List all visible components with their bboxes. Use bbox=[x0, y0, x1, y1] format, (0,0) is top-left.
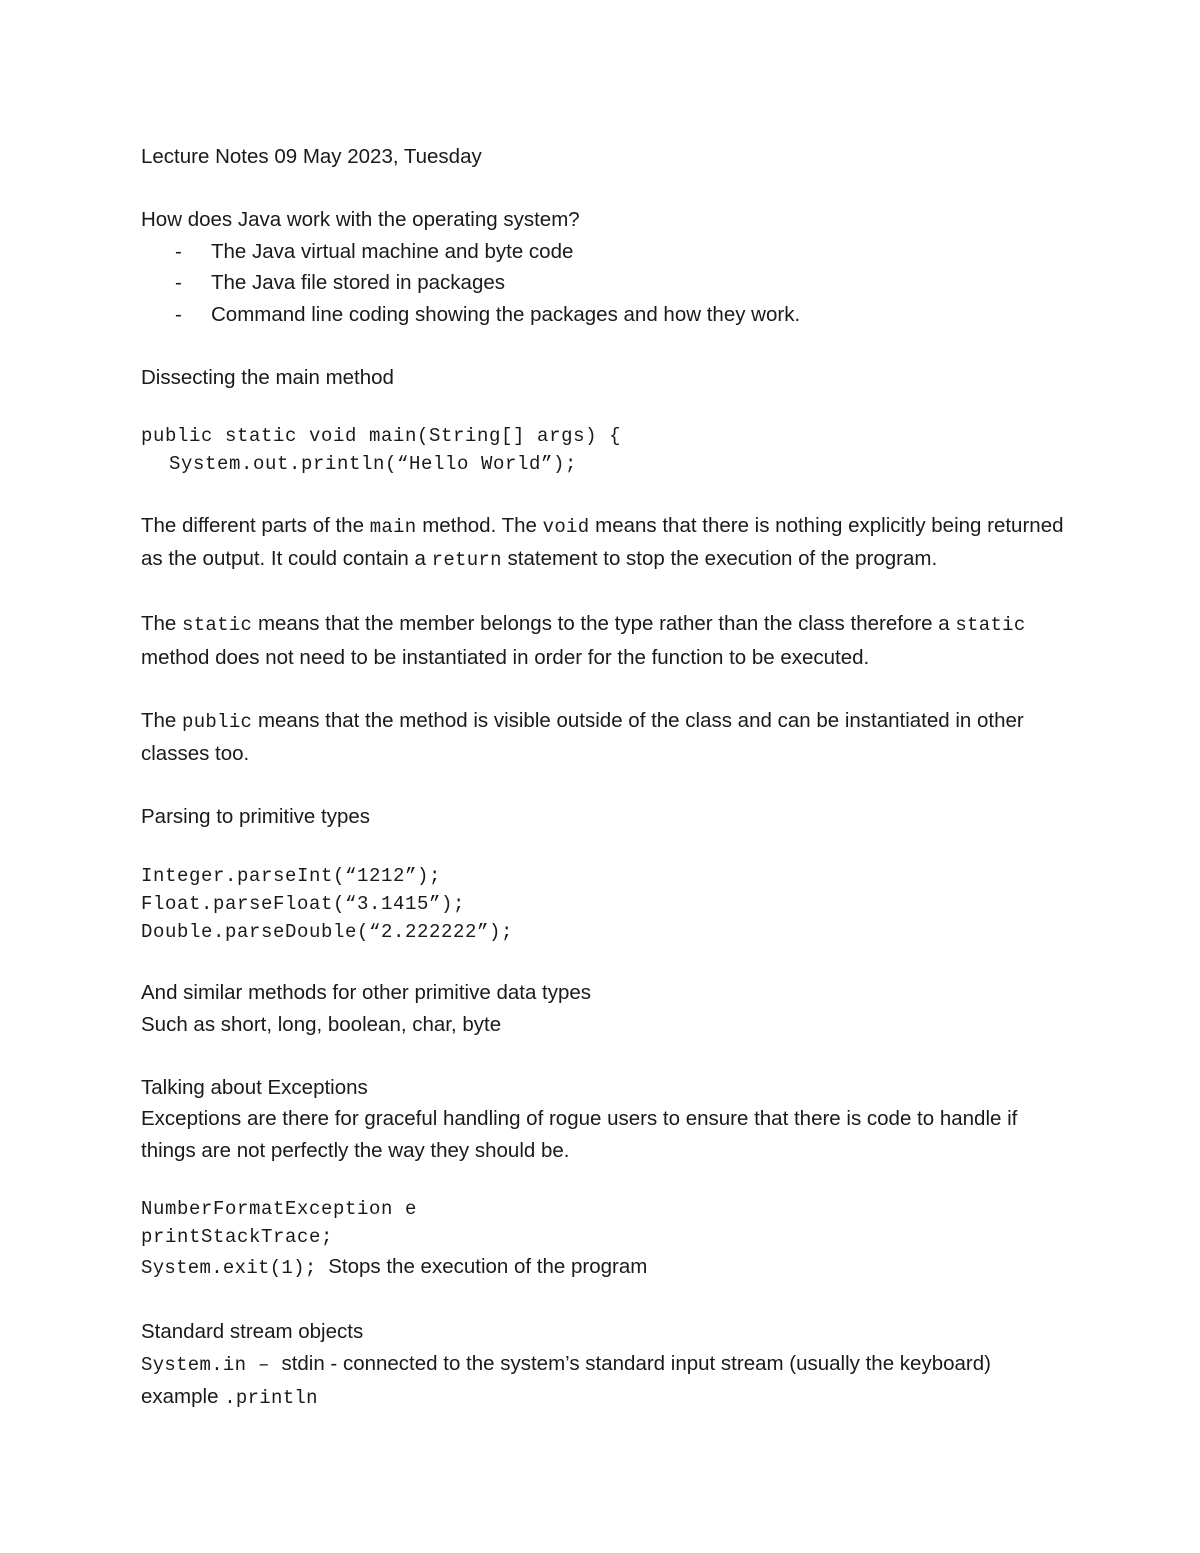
parsing-heading: Parsing to primitive types bbox=[141, 805, 371, 828]
list-item bbox=[141, 236, 1071, 268]
text-run: means that the member belongs to the type rather than the class therefore a bbox=[252, 612, 956, 635]
text-run: The different parts of the bbox=[141, 513, 370, 537]
example-line bbox=[141, 1381, 1071, 1415]
java-os-question: How does Java work with the operating system? bbox=[141, 208, 580, 231]
bullet-dash: - bbox=[175, 239, 182, 263]
code-line: NumberFormatException e bbox=[141, 1198, 418, 1220]
page-title: Lecture Notes 09 May 2023, Tuesday bbox=[141, 145, 482, 168]
inline-code-static: static bbox=[955, 614, 1026, 636]
stdin-line bbox=[141, 1348, 1071, 1382]
code-line: public static void main(String[] args) { bbox=[141, 425, 622, 447]
text-run: The bbox=[141, 708, 183, 732]
inline-code-static: static bbox=[182, 614, 253, 636]
code-line: Integer.parseInt(“1212”); bbox=[141, 864, 442, 887]
exit-line bbox=[141, 1251, 1071, 1285]
java-os-bullet-list bbox=[141, 236, 1071, 331]
code-line: Float.parseFloat(“3.1415”); bbox=[141, 892, 466, 915]
stdin-text: stdin - connected to the system’s standard input stream (usually the keyboard) bbox=[281, 1351, 991, 1375]
streams-heading: Standard stream objects bbox=[141, 1320, 364, 1343]
text-run: means that there is nothing explicitly being returned as the output. It could contain a bbox=[141, 513, 1064, 570]
code-line: Double.parseDouble(“2.222222”); bbox=[141, 920, 514, 943]
inline-code-main: main bbox=[369, 515, 417, 538]
main-method-paragraph bbox=[141, 510, 1071, 577]
exceptions-heading: Talking about Exceptions bbox=[141, 1075, 368, 1099]
text-run: The bbox=[141, 612, 183, 635]
inline-code-println: .println bbox=[224, 1387, 318, 1409]
code-line: System.out.println(“Hello World”); bbox=[169, 453, 578, 475]
bullet-dash: - bbox=[175, 302, 182, 326]
list-item-text: The Java file stored in packages bbox=[211, 271, 505, 294]
text-run: method does not need to be instantiated in order for the function to be executed. bbox=[141, 645, 870, 669]
code-line: printStackTrace; bbox=[141, 1226, 334, 1248]
similar-methods-heading: And similar methods for other primitive data types bbox=[141, 981, 592, 1004]
public-paragraph bbox=[141, 705, 1071, 770]
text-run: method. The bbox=[416, 513, 543, 537]
lecture-notes-body bbox=[141, 141, 1071, 1415]
inline-code-return: return bbox=[431, 549, 502, 571]
list-item bbox=[141, 267, 1071, 299]
main-method-heading: Dissecting the main method bbox=[141, 365, 394, 389]
primitive-types-list: Such as short, long, boolean, char, byte bbox=[141, 1012, 502, 1036]
inline-code-void: void bbox=[542, 515, 590, 538]
list-item-text: Command line coding showing the packages and how they work. bbox=[211, 302, 801, 326]
bullet-dash: - bbox=[175, 271, 182, 294]
list-item-text: The Java virtual machine and byte code bbox=[211, 239, 574, 263]
inline-code-public: public bbox=[182, 710, 253, 733]
static-paragraph bbox=[141, 608, 1071, 673]
text-run: means that the method is visible outside of the class and can be instantiated in other classes too. bbox=[141, 708, 1024, 765]
inline-code-exit: System.exit(1); bbox=[141, 1257, 317, 1279]
inline-code-system-in: System.in – bbox=[141, 1353, 270, 1376]
list-item bbox=[141, 299, 1071, 331]
example-label: example bbox=[141, 1385, 219, 1408]
exit-note: Stops the execution of the program bbox=[328, 1255, 648, 1278]
exceptions-description: Exceptions are there for graceful handling of rogue users to ensure that there is code to handle if things are not perfectly the way they should be. bbox=[141, 1107, 1018, 1162]
text-run: statement to stop the execution of the program. bbox=[501, 547, 938, 570]
